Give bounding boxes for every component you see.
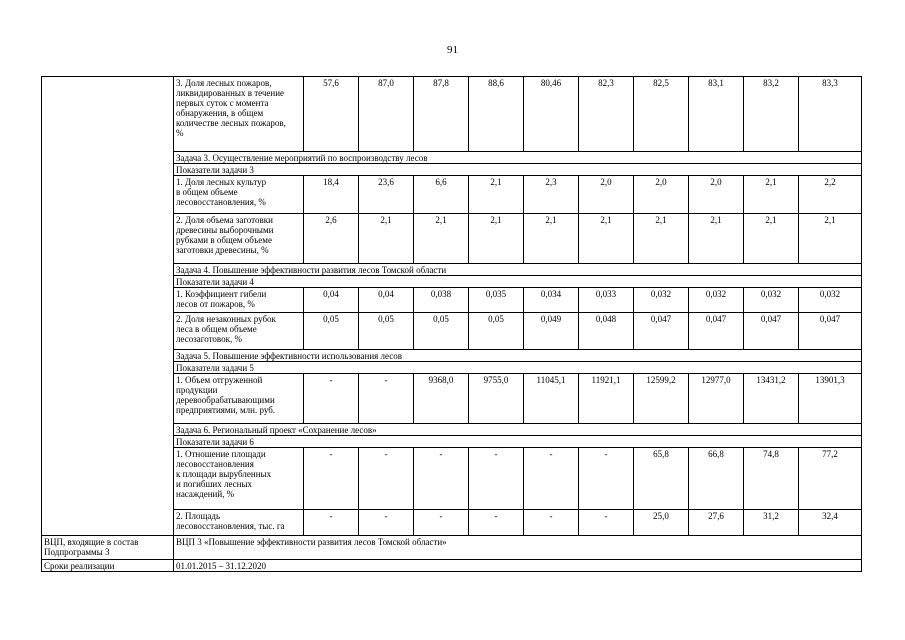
indicator-name: 2. Доля незаконных рубок леса в общем объеме лесозаготовок, %: [174, 313, 304, 350]
indicator-value: 2,1: [359, 214, 414, 264]
indicator-value: 0,032: [634, 288, 689, 313]
indicator-name: 1. Коэффициент гибели лесов от пожаров, %: [174, 288, 304, 313]
indicator-value: 2,1: [579, 214, 634, 264]
indicator-value: 31,2: [744, 510, 799, 536]
indicator-value: 0,047: [799, 313, 862, 350]
footer-row: [42, 536, 862, 560]
indicator-value: 2,1: [469, 176, 524, 214]
indicator-value: 0,05: [304, 313, 359, 350]
indicator-value: 0,05: [469, 313, 524, 350]
indicator-value: 80,46: [524, 77, 579, 152]
indicator-value: -: [469, 448, 524, 510]
indicator-value: 9755,0: [469, 374, 524, 424]
indicator-value: 2,1: [634, 214, 689, 264]
indicator-value: 2,0: [634, 176, 689, 214]
table-row: [42, 77, 862, 152]
indicator-value: -: [359, 448, 414, 510]
indicator-value: 0,035: [469, 288, 524, 313]
footer-label: ВЦП, входящие в состав Подпрограммы 3: [42, 536, 174, 560]
indicator-value: 0,047: [634, 313, 689, 350]
indicator-value: 66,8: [689, 448, 744, 510]
indicator-value: 2,3: [524, 176, 579, 214]
indicator-value: 2,0: [579, 176, 634, 214]
indicator-value: 0,047: [689, 313, 744, 350]
indicator-value: 2,2: [799, 176, 862, 214]
indicator-value: 0,04: [359, 288, 414, 313]
indicator-value: 87,0: [359, 77, 414, 152]
indicator-value: 2,1: [744, 176, 799, 214]
indicator-value: 2,6: [304, 214, 359, 264]
indicator-value: 0,038: [414, 288, 469, 313]
indicator-value: -: [524, 510, 579, 536]
section-heading: Задача 3. Осуществление мероприятий по воспроизводству лесов: [174, 152, 862, 164]
indicator-value: 12599,2: [634, 374, 689, 424]
indicator-name: 2. Площадь лесовосстановления, тыс. га: [174, 510, 304, 536]
indicators-table: [41, 76, 862, 572]
section-heading: Показатели задачи 5: [174, 362, 862, 374]
indicator-value: 11045,1: [524, 374, 579, 424]
indicator-value: -: [414, 448, 469, 510]
indicator-value: 82,3: [579, 77, 634, 152]
indicator-value: 87,8: [414, 77, 469, 152]
indicator-value: -: [579, 510, 634, 536]
indicator-value: -: [524, 448, 579, 510]
indicator-value: 6,6: [414, 176, 469, 214]
indicator-value: 0,048: [579, 313, 634, 350]
indicator-value: 18,4: [304, 176, 359, 214]
indicator-value: 2,1: [799, 214, 862, 264]
indicator-value: 57,6: [304, 77, 359, 152]
indicator-name: 2. Доля объема заготовки древесины выборочными рубками в общем объеме заготовки древесины, %: [174, 214, 304, 264]
indicator-value: 2,1: [744, 214, 799, 264]
indicator-value: 2,1: [689, 214, 744, 264]
footer-label: Сроки реализации: [42, 560, 174, 572]
indicator-value: -: [304, 448, 359, 510]
indicator-name: 1. Доля лесных культур в общем объеме лесовосстановления, %: [174, 176, 304, 214]
indicator-value: 23,6: [359, 176, 414, 214]
indicator-value: 12977,0: [689, 374, 744, 424]
indicator-value: -: [304, 374, 359, 424]
page-number: 91: [447, 44, 458, 56]
indicator-name: 3. Доля лесных пожаров, ликвидированных в течение первых суток с момента обнаружения, в общем количестве лесных пожаров, %: [174, 77, 304, 152]
section-heading: Задача 5. Повышение эффективности использования лесов: [174, 350, 862, 362]
indicator-value: 13901,3: [799, 374, 862, 424]
indicator-value: -: [359, 374, 414, 424]
section-heading: Показатели задачи 6: [174, 436, 862, 448]
indicator-value: 88,6: [469, 77, 524, 152]
section-heading: Задача 4. Повышение эффективности развития лесов Томской области: [174, 264, 862, 276]
indicator-value: -: [304, 510, 359, 536]
indicator-value: 13431,2: [744, 374, 799, 424]
section-heading: Задача 6. Региональный проект «Сохранение лесов»: [174, 424, 862, 436]
indicator-value: 83,1: [689, 77, 744, 152]
indicator-value: 2,1: [524, 214, 579, 264]
indicator-value: -: [359, 510, 414, 536]
indicator-value: 0,033: [579, 288, 634, 313]
indicator-value: -: [469, 510, 524, 536]
section-heading: Показатели задачи 4: [174, 276, 862, 288]
indicator-value: 83,3: [799, 77, 862, 152]
indicator-value: 0,032: [689, 288, 744, 313]
indicator-value: 0,05: [359, 313, 414, 350]
section-heading: Показатели задачи 3: [174, 164, 862, 176]
indicator-value: 2,1: [469, 214, 524, 264]
indicator-value: 0,032: [744, 288, 799, 313]
indicator-name: 1. Объем отгруженной продукции деревообрабатывающими предприятиями, млн. руб.: [174, 374, 304, 424]
indicator-value: 0,047: [744, 313, 799, 350]
indicator-name: 1. Отношение площади лесовосстановления к площади вырубленных и погибших лесных насаждений, %: [174, 448, 304, 510]
indicator-value: 74,8: [744, 448, 799, 510]
indicator-value: 25,0: [634, 510, 689, 536]
indicator-value: -: [414, 510, 469, 536]
indicator-value: 2,0: [689, 176, 744, 214]
indicator-value: 77,2: [799, 448, 862, 510]
indicator-value: 83,2: [744, 77, 799, 152]
indicator-value: 32,4: [799, 510, 862, 536]
indicator-value: 82,5: [634, 77, 689, 152]
indicator-value: 27,6: [689, 510, 744, 536]
indicator-value: 2,1: [414, 214, 469, 264]
indicator-value: 0,034: [524, 288, 579, 313]
indicator-value: 0,04: [304, 288, 359, 313]
indicator-value: 0,032: [799, 288, 862, 313]
footer-value: ВЦП 3 «Повышение эффективности развития лесов Томской области»: [174, 536, 862, 560]
indicator-value: 0,049: [524, 313, 579, 350]
blank-label-cell: [42, 77, 174, 536]
indicator-value: 65,8: [634, 448, 689, 510]
indicator-value: -: [579, 448, 634, 510]
footer-row: [42, 560, 862, 572]
footer-value: 01.01.2015 – 31.12.2020: [174, 560, 862, 572]
indicator-value: 9368,0: [414, 374, 469, 424]
indicator-value: 0,05: [414, 313, 469, 350]
indicator-value: 11921,1: [579, 374, 634, 424]
